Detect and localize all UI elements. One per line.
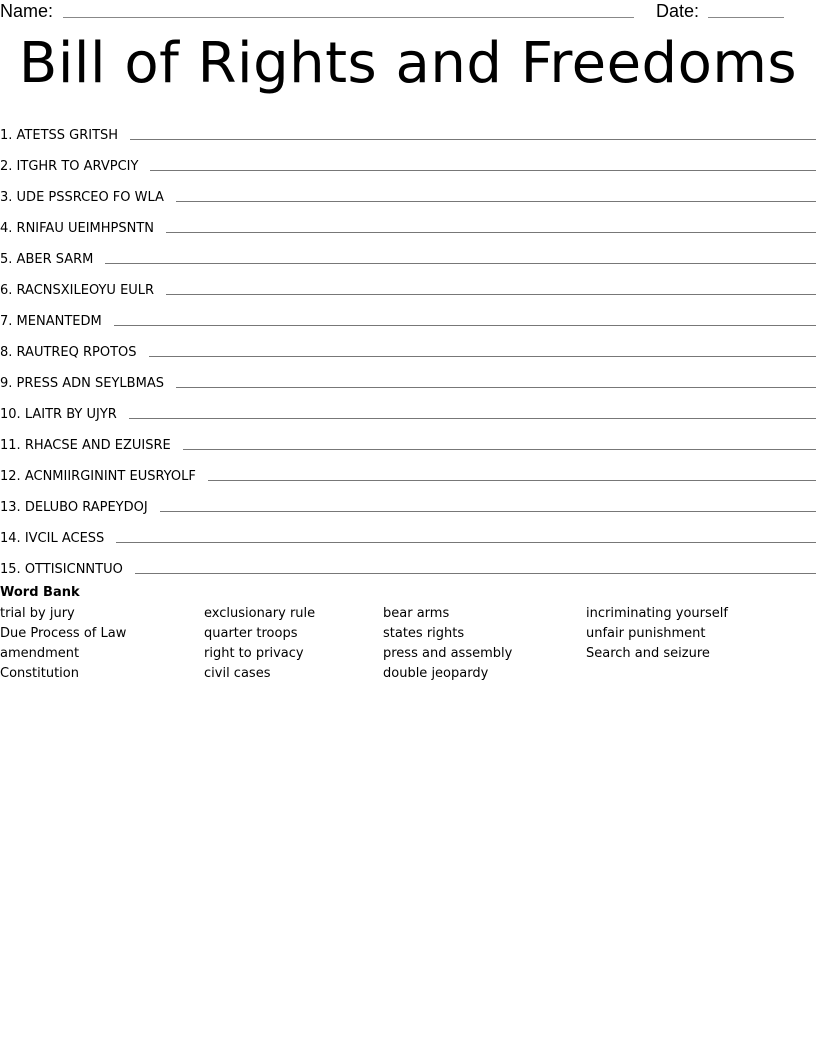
name-blank-line[interactable]: [63, 17, 634, 18]
question-row: [0, 112, 816, 143]
question-row: [0, 174, 816, 205]
word-bank-item: incriminating yourself: [586, 606, 728, 621]
question-row: [0, 298, 816, 329]
word-bank: [0, 584, 816, 688]
question-number: 15.: [0, 562, 21, 577]
scrambled-word: IVCIL ACESS: [24, 531, 105, 546]
date-blank-line[interactable]: [708, 17, 784, 18]
answer-line[interactable]: [150, 170, 816, 171]
word-bank-column: [204, 604, 315, 684]
word-bank-column: [383, 604, 512, 684]
answer-line[interactable]: [116, 542, 816, 543]
word-bank-title: Word Bank: [0, 585, 80, 600]
scrambled-word: UDE PSSRCEO FO WLA: [16, 190, 164, 205]
scrambled-word: PRESS ADN SEYLBMAS: [16, 376, 164, 391]
answer-line[interactable]: [166, 232, 816, 233]
word-bank-item: quarter troops: [204, 626, 298, 641]
word-bank-item: Constitution: [0, 666, 79, 681]
scrambled-word: LAITR BY UJYR: [24, 407, 117, 422]
question-row: [0, 453, 816, 484]
scrambled-word: RACNSXILEOYU EULR: [16, 283, 155, 298]
question-number: 12.: [0, 469, 21, 484]
word-bank-item: exclusionary rule: [204, 606, 316, 621]
word-bank-grid: [0, 604, 816, 688]
scrambled-word: MENANTEDM: [16, 314, 102, 329]
answer-line[interactable]: [208, 480, 816, 481]
question-number: 4.: [0, 221, 13, 236]
word-bank-column: [0, 604, 126, 684]
answer-line[interactable]: [130, 139, 816, 140]
scrambled-word: ITGHR TO ARVPCIY: [16, 159, 139, 174]
word-bank-item: amendment: [0, 646, 80, 661]
question-number: 14.: [0, 531, 21, 546]
question-row: [0, 515, 816, 546]
scrambled-word: ACNMIIRGININT EUSRYOLF: [24, 469, 196, 484]
answer-line[interactable]: [183, 449, 816, 450]
scrambled-word: ATETSS GRITSH: [16, 128, 119, 143]
scrambled-word: OTTISICNNTUO: [24, 562, 123, 577]
word-bank-item: trial by jury: [0, 606, 75, 621]
word-bank-item: bear arms: [383, 606, 450, 621]
worksheet-title: Bill of Rights and Freedoms: [18, 31, 798, 96]
scrambled-word: DELUBO RAPEYDOJ: [24, 500, 148, 515]
name-label: Name:: [0, 1, 54, 21]
question-number: 1.: [0, 128, 13, 143]
scramble-question-list: [0, 112, 816, 577]
answer-line[interactable]: [135, 573, 816, 574]
question-number: 7.: [0, 314, 13, 329]
question-number: 8.: [0, 345, 13, 360]
question-row: [0, 546, 816, 577]
answer-line[interactable]: [166, 294, 816, 295]
scrambled-word: RNIFAU UEIMHPSNTN: [16, 221, 154, 236]
scrambled-word: ABER SARM: [16, 252, 94, 267]
answer-line[interactable]: [114, 325, 816, 326]
question-row: [0, 205, 816, 236]
word-bank-item: civil cases: [204, 666, 271, 681]
question-number: 3.: [0, 190, 13, 205]
question-row: [0, 329, 816, 360]
question-row: [0, 391, 816, 422]
question-number: 11.: [0, 438, 21, 453]
question-row: [0, 360, 816, 391]
question-row: [0, 267, 816, 298]
word-bank-item: unfair punishment: [586, 626, 706, 641]
word-bank-item: states rights: [383, 626, 465, 641]
word-bank-item: Search and seizure: [586, 646, 710, 661]
answer-line[interactable]: [129, 418, 816, 419]
question-number: 10.: [0, 407, 21, 422]
word-bank-column: [586, 604, 728, 664]
answer-line[interactable]: [149, 356, 816, 357]
scrambled-word: RHACSE AND EZUISRE: [24, 438, 171, 453]
answer-line[interactable]: [105, 263, 816, 264]
question-row: [0, 143, 816, 174]
word-bank-item: press and assembly: [383, 646, 513, 661]
answer-line[interactable]: [176, 201, 816, 202]
question-number: 6.: [0, 283, 13, 298]
question-number: 2.: [0, 159, 13, 174]
question-row: [0, 422, 816, 453]
answer-line[interactable]: [160, 511, 816, 512]
question-number: 13.: [0, 500, 21, 515]
question-number: 9.: [0, 376, 13, 391]
scrambled-word: RAUTREQ RPOTOS: [16, 345, 137, 360]
word-bank-item: double jeopardy: [383, 666, 489, 681]
word-bank-item: Due Process of Law: [0, 626, 127, 641]
worksheet-header: [0, 0, 816, 24]
question-number: 5.: [0, 252, 13, 267]
answer-line[interactable]: [176, 387, 816, 388]
date-label: Date:: [656, 1, 700, 21]
question-row: [0, 236, 816, 267]
question-row: [0, 484, 816, 515]
word-bank-item: right to privacy: [204, 646, 304, 661]
